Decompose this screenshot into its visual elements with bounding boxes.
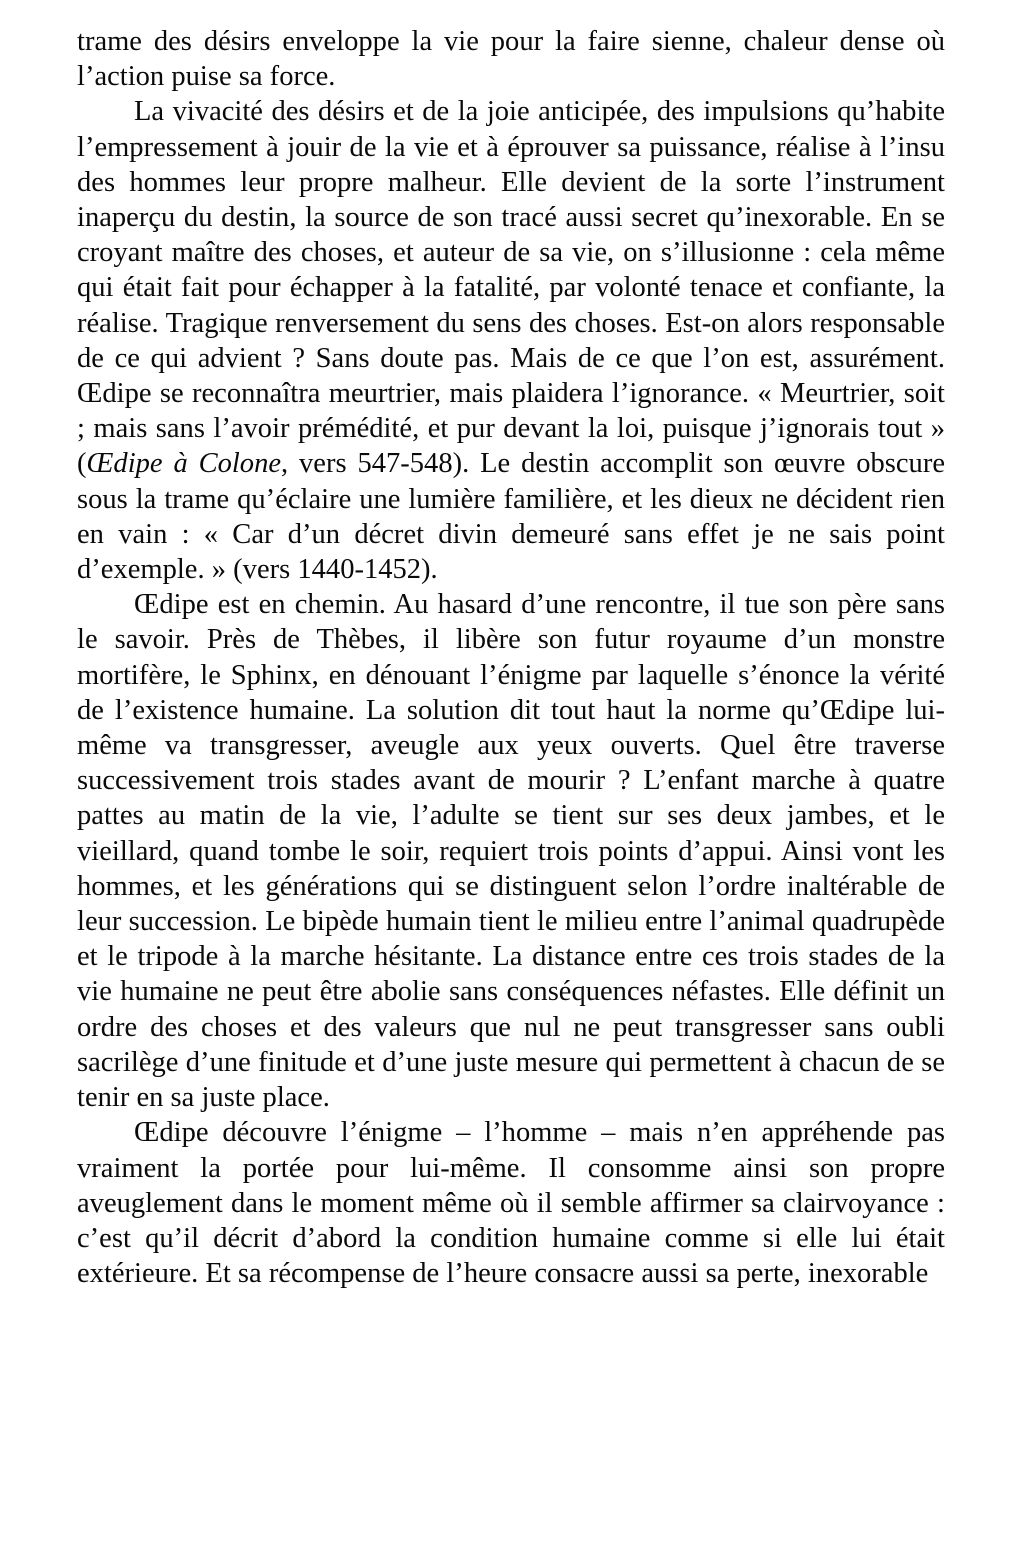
paragraph-continuation: trame des désirs enveloppe la vie pour la faire sienne, chaleur dense où l’action puise sa force.: [77, 26, 945, 93]
paragraph-oedipe-destin: [77, 94, 945, 587]
paragraph-text-part-1: La vivacité des désirs et de la joie anticipée, des impulsions qu’habite l’empressement à jouir de la vie et à éprouver sa puissance, réalise à l’insu des hommes leur propre malheur. Elle devient de la sorte l’instrument inaperçu du destin, la source de son tracé aussi secret qu’inexorable. En se croyant maître des choses, et auteur de sa vie, on s’illusionne : cela même qui était fait pour échapper à la fatalité, par volonté tenace et confiante, la réalise. Tragique renversement du sens des choses. Est-on alors responsable de ce qui advient ? Sans doute pas. Mais de ce que l’on est, assurément. Œdipe se reconnaîtra meurtrier, mais plaidera l’ignorance. « Meurtrier, soit ; mais sans l’avoir prémédité, et pur devant la loi, puisque j’ignorais tout » (: [77, 96, 945, 480]
paragraph-oedipe-enigme: Œdipe découvre l’énigme – l’homme – mais n’en appréhende pas vraiment la portée pour lui-même. Il consomme ainsi son propre aveuglement dans le moment même où il semble affirmer sa clairvoyance : c’est qu’il décrit d’abord la condition humaine comme si elle lui était extérieure. Et sa récompense de l’heure consacre aussi sa perte, inexorable: [77, 1117, 945, 1290]
paragraph-text-part-2: , vers 547-548). Le destin accomplit son œuvre obscure sous la trame qu’éclaire une lumière familière, et les dieux ne décident rien en vain : « Car d’un décret divin demeuré sans effet je ne sais point d’exemple. » (vers 1440-1452).: [77, 448, 946, 586]
work-title-oedipe-a-colone: Œdipe à Colone: [86, 448, 282, 480]
paragraph-oedipe-chemin: Œdipe est en chemin. Au hasard d’une rencontre, il tue son père sans le savoir. Près de Thèbes, il libère son futur royaume d’un monstre mortifère, le Sphinx, en dénouant l’énigme par laquelle s’énonce la vérité de l’existence humaine. La solution dit tout haut la norme qu’Œdipe lui-même va transgresser, aveugle aux yeux ouverts. Quel être traverse successivement trois stades avant de mourir ? L’enfant marche à quatre pattes au matin de la vie, l’adulte se tient sur ses deux jambes, et le vieillard, quand tombe le soir, requiert trois points d’appui. Ainsi vont les hommes, et les générations qui se distinguent selon l’ordre inaltérable de leur succession. Le bipède humain tient le milieu entre l’animal quadrupède et le tripode à la marche hésitante. La distance entre ces trois stades de la vie humaine ne peut être abolie sans conséquences néfastes. Elle définit un ordre des choses et des valeurs que nul ne peut transgresser sans oubli sacrilège d’une finitude et d’une juste mesure qui permettent à chacun de se tenir en sa juste place.: [77, 589, 945, 1114]
body-text-column: [77, 24, 945, 1291]
